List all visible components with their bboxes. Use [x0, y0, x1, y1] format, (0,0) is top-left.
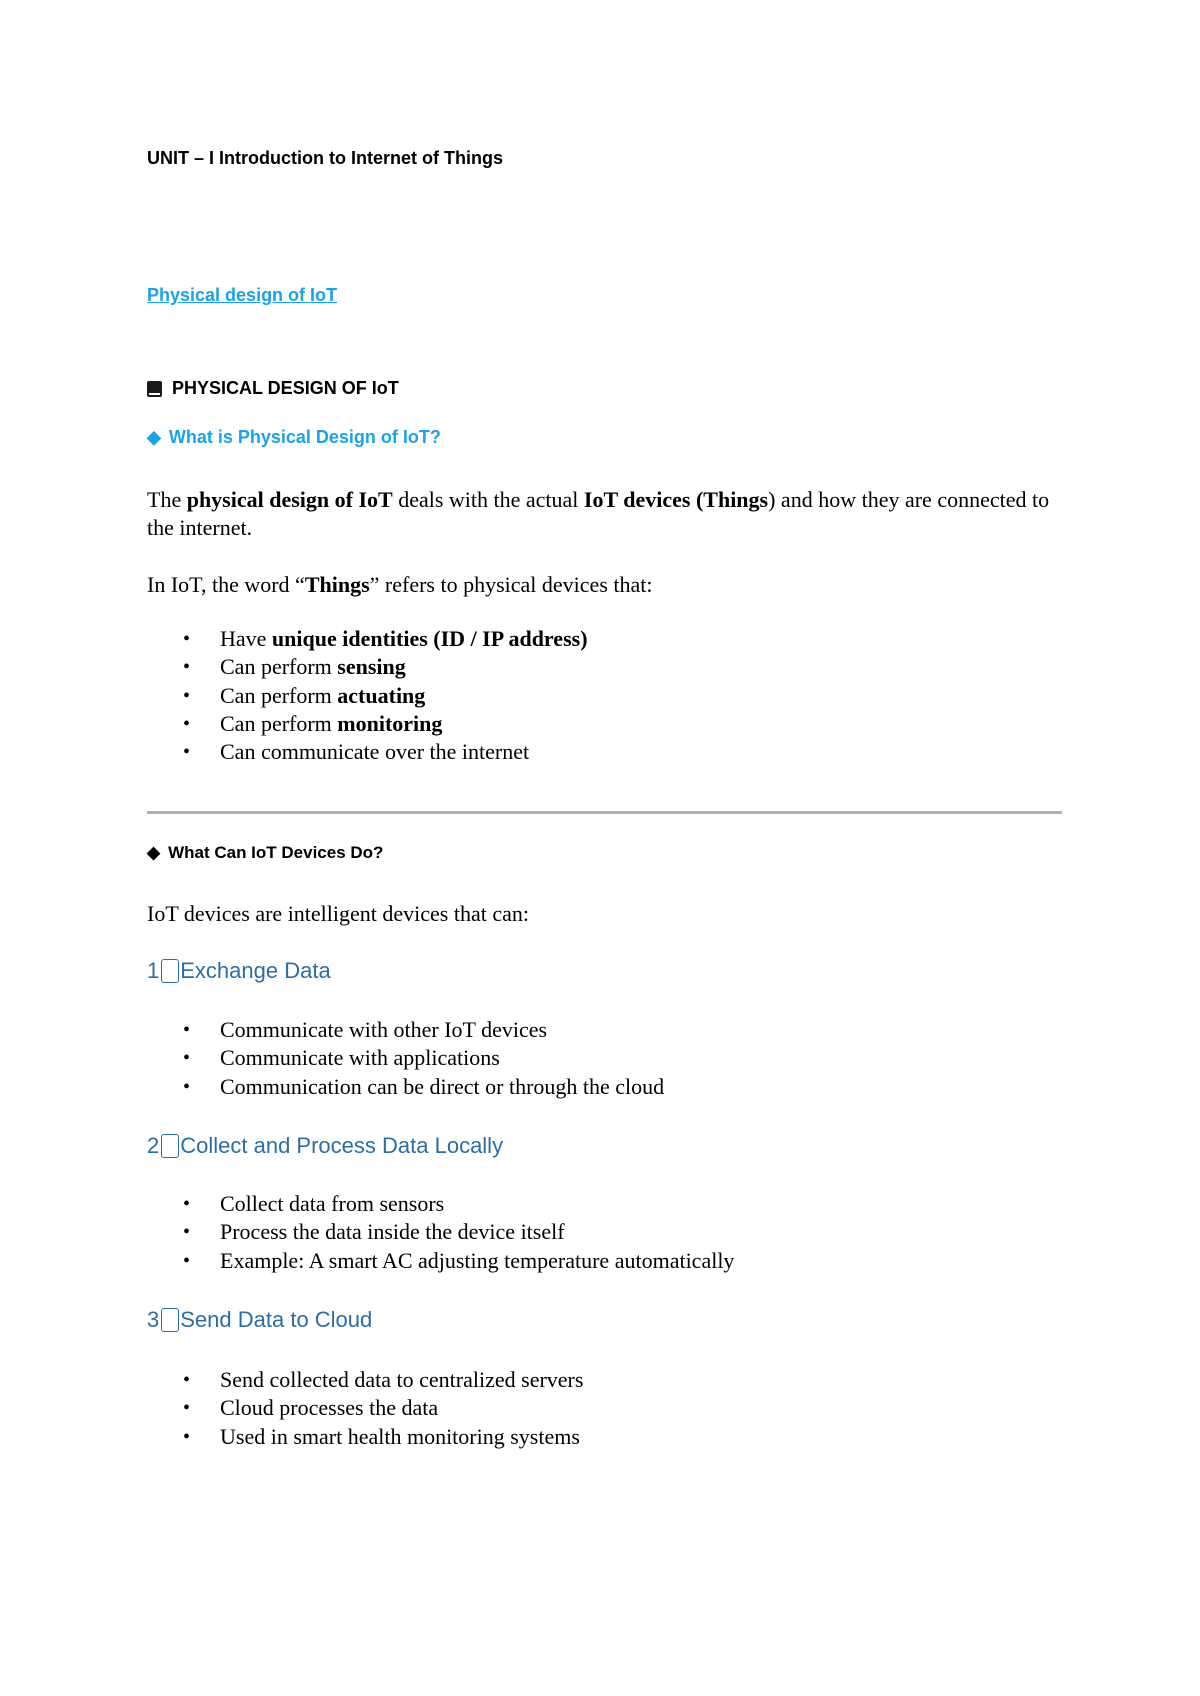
intro-bold: IoT devices (Things: [583, 487, 769, 512]
list-item: • Cloud processes the data: [147, 1394, 583, 1422]
section-number: 2: [147, 1133, 160, 1158]
section-title: Send Data to Cloud: [180, 1307, 373, 1332]
question-heading-2: [147, 843, 383, 863]
question-1-text: What is Physical Design of IoT?: [168, 427, 441, 447]
list-item: • Communicate with applications: [147, 1044, 664, 1072]
list-item: • Example: A smart AC adjusting temperature automatically: [147, 1247, 734, 1275]
section-number: 1: [147, 958, 160, 983]
list-item: • Collect data from sensors: [147, 1190, 734, 1218]
things-intro-paragraph: [147, 571, 1067, 599]
section-title: Collect and Process Data Locally: [180, 1133, 504, 1158]
list-item: • Can perform sensing: [147, 653, 588, 681]
list-item: • Process the data inside the device itself: [147, 1218, 734, 1246]
list-item: • Send collected data to centralized servers: [147, 1366, 583, 1394]
list-item: • Communicate with other IoT devices: [147, 1016, 664, 1044]
intro-text: ) and how they are connected to the internet.: [147, 487, 1050, 540]
list-item: • Can communicate over the internet: [147, 738, 588, 766]
list-item: • Can perform actuating: [147, 682, 588, 710]
unit-title: UNIT – I Introduction to Internet of Things: [147, 148, 503, 168]
keycap-box-icon: [161, 1134, 179, 1158]
section-1-heading: [147, 958, 331, 984]
things-list: [147, 625, 588, 766]
section-heading-text: PHYSICAL DESIGN OF IoT: [172, 378, 399, 398]
question-2-text: What Can IoT Devices Do?: [168, 843, 384, 862]
horizontal-rule: [147, 811, 1062, 814]
intro-text: deals with the actual: [392, 487, 584, 512]
intro-bold: physical design of IoT: [186, 487, 393, 512]
devices-intro-paragraph: IoT devices are intelligent devices that can:: [147, 901, 529, 926]
intro-text: The: [147, 487, 187, 512]
things-bold: Things: [304, 572, 370, 597]
diamond-icon: ◆: [147, 843, 161, 862]
section-number: 3: [147, 1307, 160, 1332]
things-text: ” refers to physical devices that:: [369, 572, 653, 597]
section-3-heading: [147, 1307, 372, 1333]
list-item: • Have unique identities (ID / IP address): [147, 625, 588, 653]
things-text: In IoT, the word “: [147, 572, 305, 597]
section-2-list: [147, 1190, 734, 1275]
keycap-box-icon: [161, 959, 179, 983]
section-3-list: [147, 1366, 583, 1451]
book-icon: [147, 381, 162, 397]
physical-design-link[interactable]: Physical design of IoT: [147, 285, 338, 305]
question-heading-1: [147, 427, 441, 448]
section-heading: [147, 378, 399, 399]
list-item: • Used in smart health monitoring systems: [147, 1423, 583, 1451]
diamond-icon: ◆: [147, 427, 161, 447]
section-title: Exchange Data: [180, 958, 331, 983]
intro-paragraph: [147, 486, 1067, 542]
list-item: • Communication can be direct or through the cloud: [147, 1073, 664, 1101]
list-item: • Can perform monitoring: [147, 710, 588, 738]
section-1-list: [147, 1016, 664, 1101]
section-2-heading: [147, 1133, 503, 1159]
keycap-box-icon: [161, 1308, 179, 1332]
